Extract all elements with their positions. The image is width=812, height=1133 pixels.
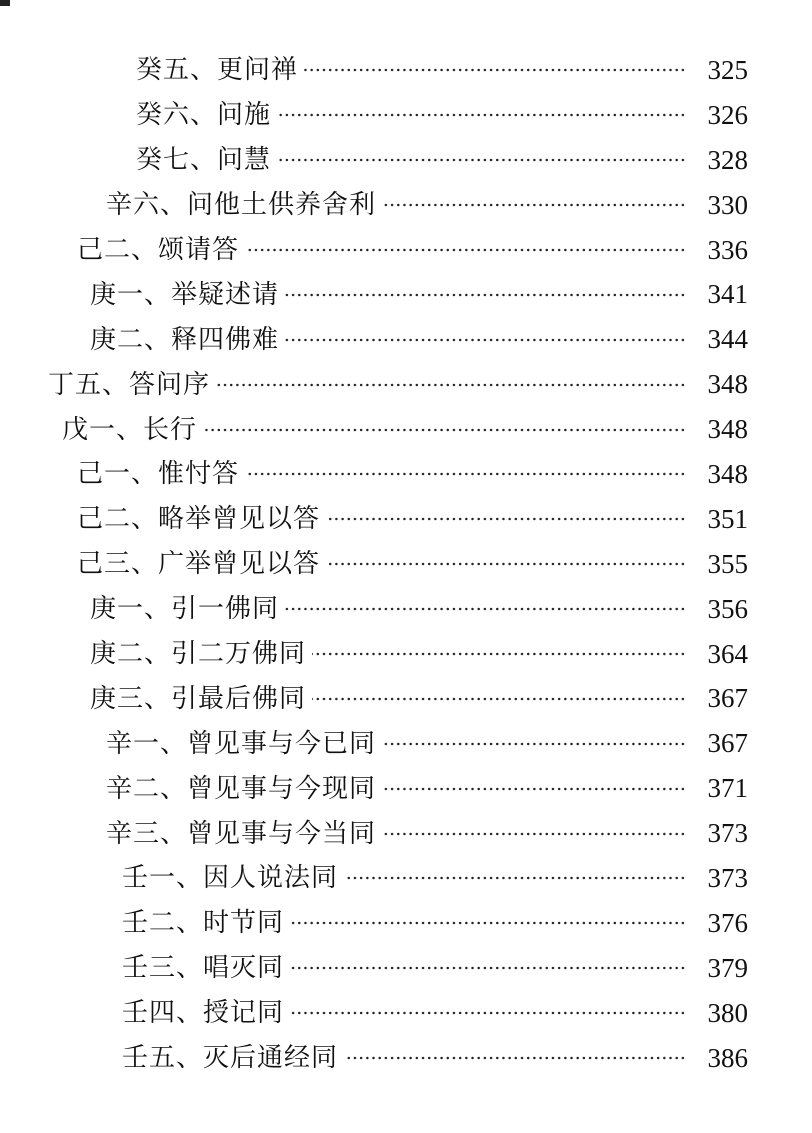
toc-entry-title: 庚一、引一佛同	[90, 594, 280, 625]
toc-entry-title: 己三、广举曾见以答	[77, 549, 321, 580]
toc-entry-title: 壬四、授记同	[122, 998, 285, 1029]
toc-entry-page-number: 325	[707, 54, 748, 85]
toc-entry-page-number: 348	[707, 458, 748, 489]
toc-entry-page-number: 380	[707, 997, 748, 1028]
toc-entry[interactable]	[0, 183, 812, 228]
toc-entry[interactable]	[0, 317, 812, 362]
toc-entry-page-number: 364	[707, 638, 748, 669]
toc-dot-leader	[326, 551, 686, 577]
toc-entry-title: 壬二、时节同	[122, 908, 285, 939]
toc-dot-leader	[344, 1045, 686, 1071]
toc-entry[interactable]	[0, 766, 812, 811]
toc-entry[interactable]	[0, 1036, 812, 1081]
toc-entry[interactable]	[0, 138, 812, 183]
toc-entry-page-number: 328	[707, 144, 748, 175]
toc-entry[interactable]	[0, 497, 812, 542]
toc-entry[interactable]	[0, 587, 812, 632]
toc-dot-leader	[382, 776, 686, 802]
toc-dot-leader	[344, 865, 686, 891]
toc-entry-title: 辛一、曾见事与今已同	[106, 728, 377, 759]
toc-entry-page-number: 373	[707, 862, 748, 893]
toc-entry[interactable]	[0, 811, 812, 856]
toc-entry-page-number: 356	[707, 593, 748, 624]
toc-dot-leader	[245, 237, 686, 263]
page-corner-mark	[0, 0, 10, 6]
toc-entry-page-number: 367	[707, 728, 748, 759]
toc-entry-title: 庚三、引最后佛同	[90, 683, 307, 714]
toc-entry-page-number: 330	[707, 189, 748, 220]
toc-dot-leader	[290, 910, 686, 936]
toc-entry[interactable]	[0, 901, 812, 946]
toc-entry-page-number: 341	[707, 279, 748, 310]
toc-entry[interactable]	[0, 721, 812, 766]
toc-entry-page-number: 344	[707, 324, 748, 355]
toc-entry-title: 壬三、唱灭同	[122, 953, 285, 984]
toc-dot-leader	[304, 57, 686, 83]
toc-entry-title: 己一、惟忖答	[77, 459, 240, 490]
toc-dot-leader	[245, 461, 686, 487]
toc-dot-leader	[312, 641, 686, 667]
toc-entry[interactable]	[0, 632, 812, 677]
toc-dot-leader	[290, 1000, 686, 1026]
toc-entry-page-number: 351	[707, 503, 748, 534]
toc-entry-title: 己二、颂请答	[77, 235, 240, 265]
toc-dot-leader	[203, 417, 686, 443]
toc-entry-title: 戊一、长行	[62, 414, 198, 445]
toc-entry[interactable]	[0, 856, 812, 901]
toc-entry[interactable]	[0, 452, 812, 497]
toc-entry-page-number: 367	[707, 683, 748, 714]
toc-dot-leader	[382, 731, 686, 757]
toc-dot-leader	[312, 686, 686, 712]
toc-dot-leader	[326, 506, 686, 532]
toc-entry-title: 庚二、释四佛难	[90, 324, 280, 355]
toc-dot-leader	[290, 955, 686, 981]
toc-entry-title: 壬一、因人说法同	[122, 863, 339, 894]
toc-entry-page-number: 376	[707, 907, 748, 938]
toc-entry[interactable]	[0, 407, 812, 452]
toc-entry[interactable]	[0, 272, 812, 317]
toc-dot-leader	[285, 282, 686, 308]
toc-dot-leader	[277, 147, 686, 173]
table-of-contents	[0, 48, 812, 1080]
toc-dot-leader	[277, 102, 686, 128]
toc-entry-title: 辛二、曾见事与今现同	[106, 773, 377, 804]
toc-entry[interactable]	[0, 93, 812, 138]
toc-entry[interactable]	[0, 676, 812, 721]
toc-entry-page-number: 379	[707, 952, 748, 983]
toc-entry-title: 丁五、答问序	[48, 369, 211, 400]
toc-entry-page-number: 371	[707, 773, 748, 804]
toc-entry-page-number: 348	[707, 414, 748, 445]
toc-dot-leader	[216, 372, 686, 398]
toc-entry[interactable]	[0, 48, 812, 93]
toc-dot-leader	[382, 192, 686, 218]
toc-entry-title: 癸七、问慧	[136, 145, 272, 176]
toc-entry-page-number: 336	[707, 234, 748, 265]
toc-entry-title: 辛六、问他土供养舍利	[106, 190, 377, 221]
toc-dot-leader	[285, 596, 686, 622]
toc-entry-title: 壬五、灭后通经同	[122, 1043, 339, 1074]
toc-entry-page-number: 348	[707, 369, 748, 400]
toc-entry-page-number: 355	[707, 548, 748, 579]
toc-entry-title: 己二、略举曾见以答	[77, 504, 321, 535]
toc-entry[interactable]	[0, 991, 812, 1036]
toc-entry-page-number: 386	[707, 1042, 748, 1073]
toc-entry-title: 癸五、更问禅	[136, 55, 299, 86]
toc-dot-leader	[382, 821, 686, 847]
toc-entry-title: 庚二、引二万佛同	[90, 639, 307, 670]
toc-entry[interactable]	[0, 542, 812, 587]
toc-entry-page-number: 326	[707, 99, 748, 130]
toc-dot-leader	[285, 327, 686, 353]
toc-entry-title: 癸六、问施	[136, 100, 272, 131]
toc-entry[interactable]	[0, 228, 812, 273]
toc-entry[interactable]	[0, 362, 812, 407]
toc-entry-title: 辛三、曾见事与今当同	[106, 818, 377, 849]
toc-entry[interactable]	[0, 946, 812, 991]
toc-entry-page-number: 373	[707, 818, 748, 849]
toc-entry-title: 庚一、举疑述请	[90, 279, 280, 310]
